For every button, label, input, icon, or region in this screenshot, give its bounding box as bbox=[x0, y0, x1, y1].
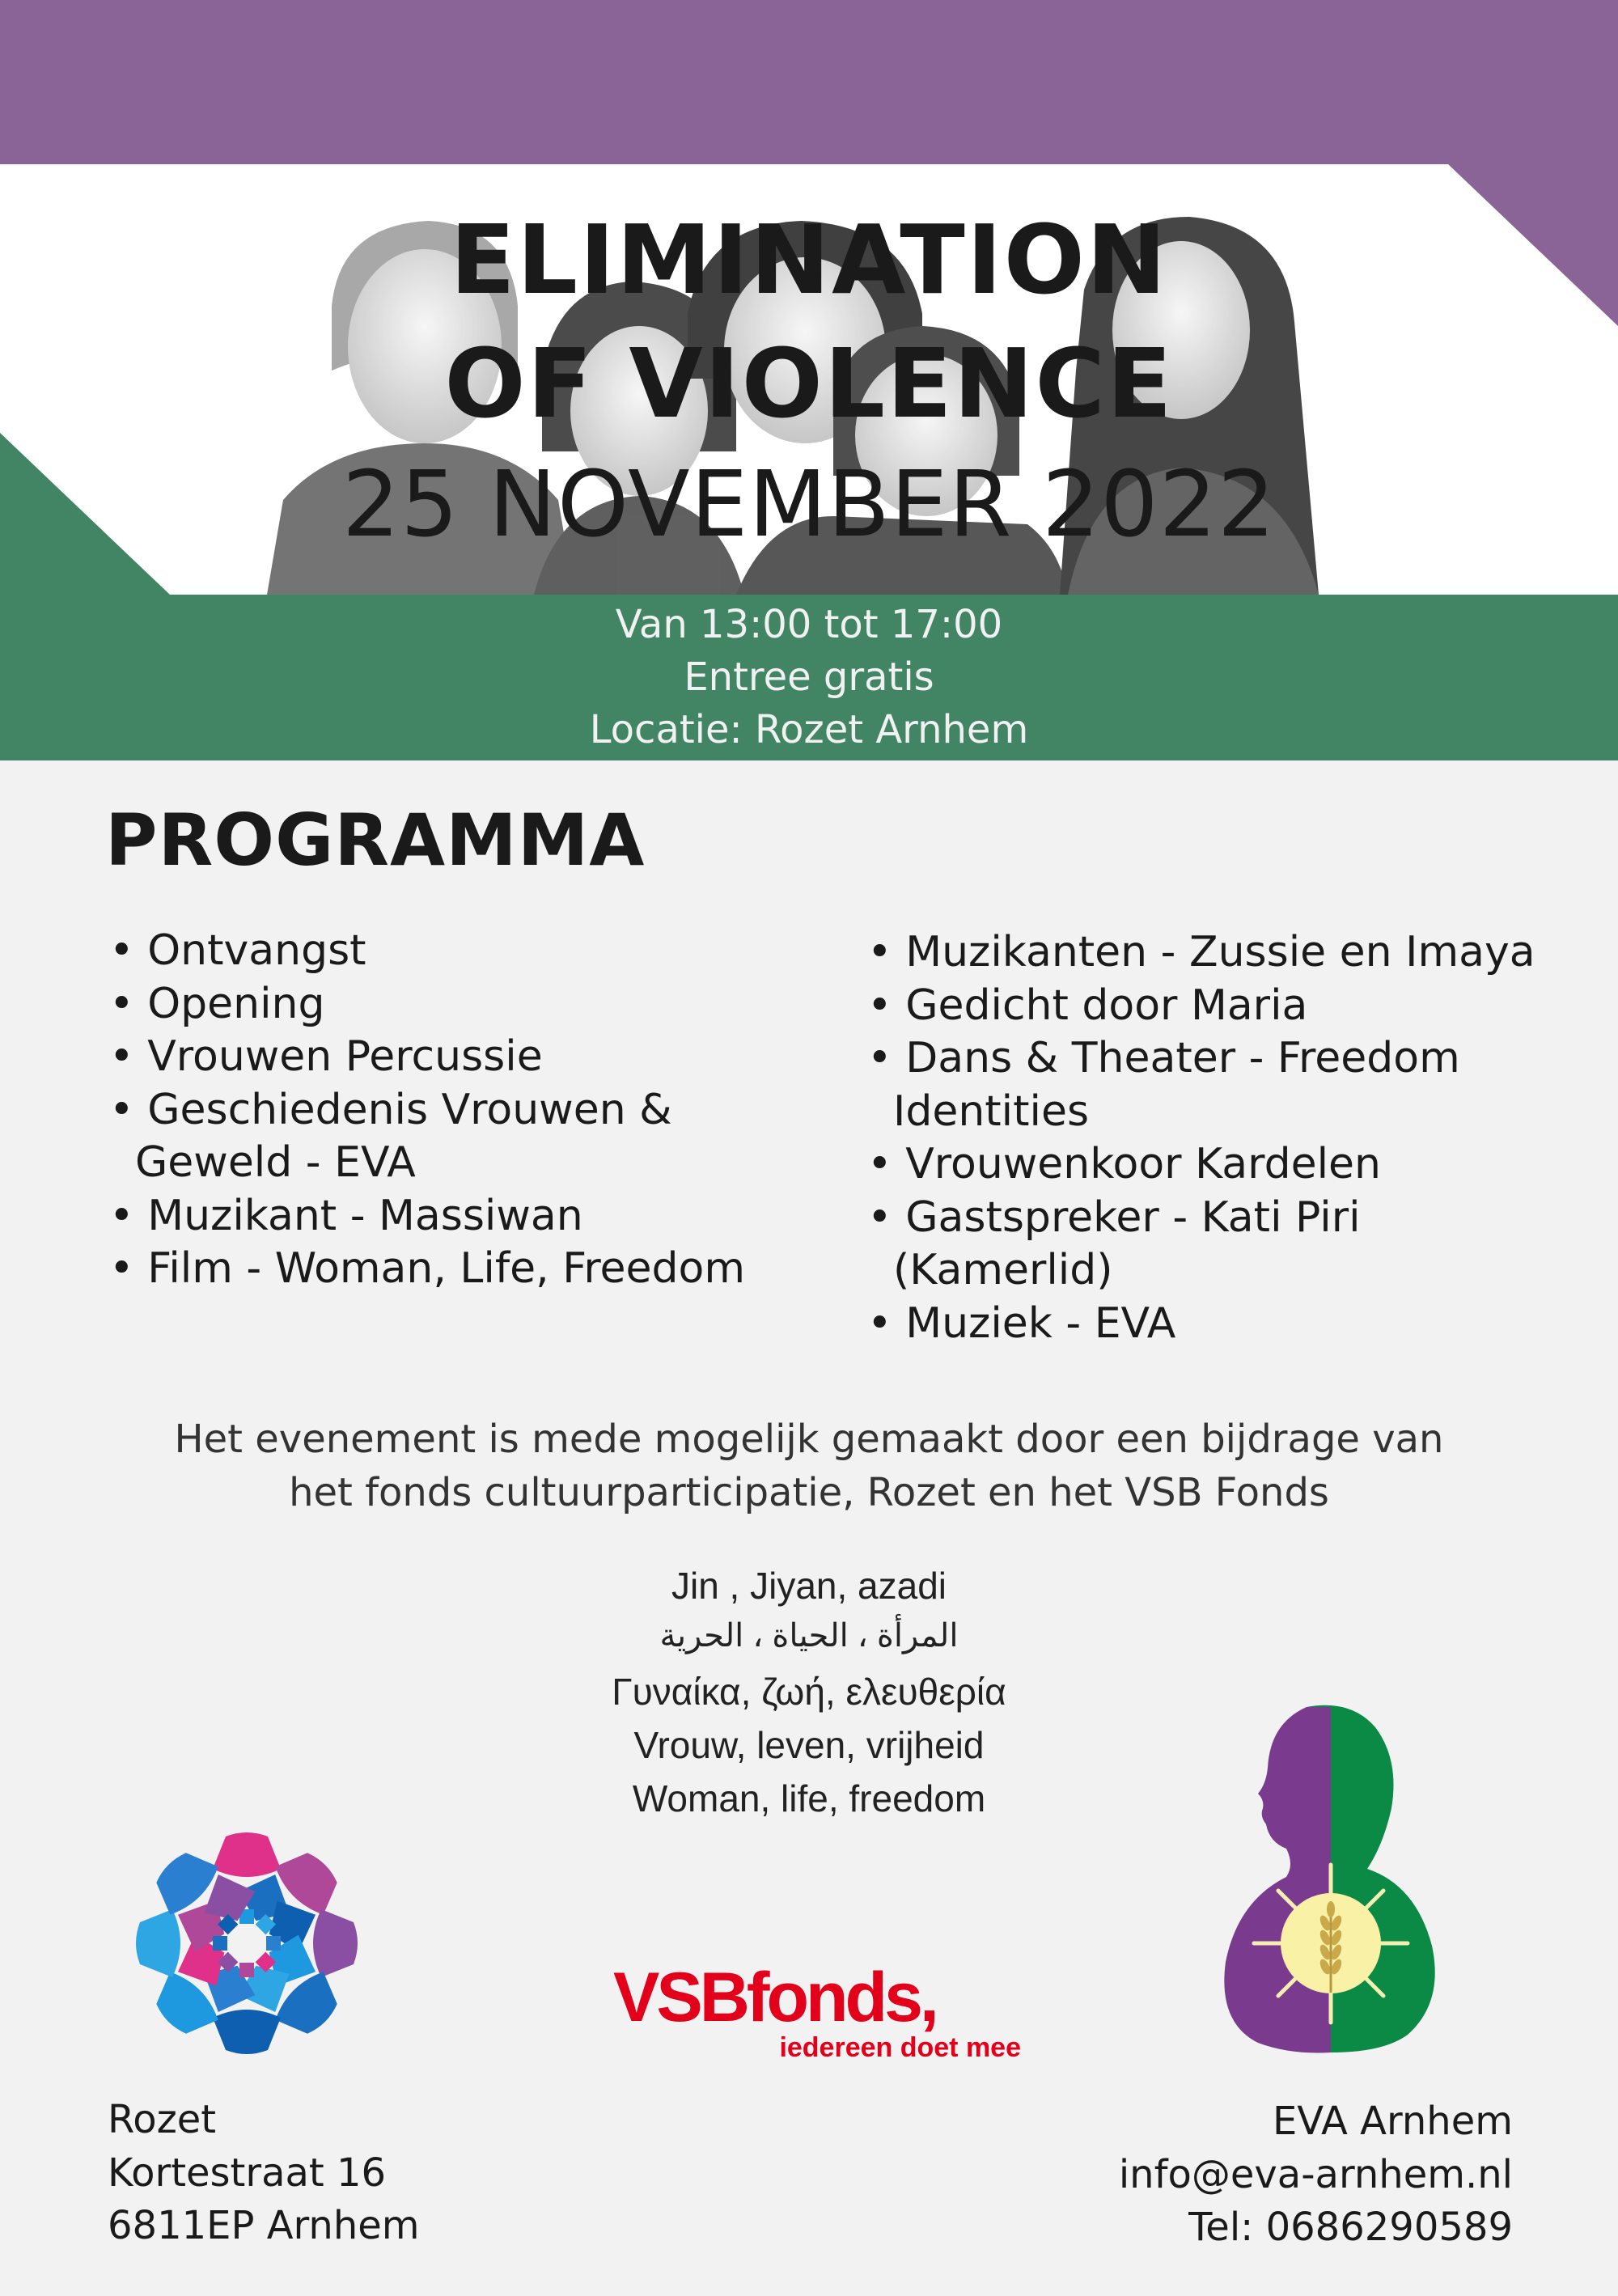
program-item: • Muzikant - Massiwan bbox=[109, 1191, 583, 1240]
rozet-street: Kortestraat 16 bbox=[108, 2150, 387, 2196]
eva-purple-profile bbox=[1224, 1707, 1331, 2053]
slogan-greek: Γυναίκα, ζωή, ελευθερία bbox=[612, 1671, 1006, 1713]
rozet-city: 6811EP Arnhem bbox=[108, 2203, 420, 2248]
program-item: • Opening bbox=[109, 979, 325, 1028]
program-item: • Ontvangst bbox=[109, 926, 366, 975]
rozet-inner-square bbox=[239, 1963, 254, 1977]
slogan-kurdish: Jin , Jiyan, azadi bbox=[671, 1565, 947, 1607]
title-line-2: OF VIOLENCE bbox=[444, 328, 1174, 439]
rozet-outer-petal bbox=[313, 1909, 358, 1977]
eva-contact bbox=[1119, 2095, 1513, 2255]
eva-name: EVA Arnhem bbox=[1272, 2099, 1513, 2144]
program-item: • Gastspreker - Kati Piri (Kamerlid) bbox=[867, 1192, 1361, 1294]
programma-list-right bbox=[867, 926, 1595, 1350]
rozet-outer-petal bbox=[136, 1909, 180, 1977]
event-location: Locatie: Rozet Arnhem bbox=[589, 707, 1029, 752]
slogan-dutch: Vrouw, leven, vrijheid bbox=[633, 1724, 985, 1766]
programma-list-left bbox=[109, 925, 837, 1296]
vsb-fonds-wordmark: VSBfonds, bbox=[613, 1959, 936, 2036]
slogan-english: Woman, life, freedom bbox=[632, 1777, 986, 1819]
top-purple-band bbox=[0, 0, 1618, 164]
rozet-outer-petal bbox=[213, 1832, 281, 1877]
rozet-inner-square bbox=[213, 1936, 227, 1951]
event-time: Van 13:00 tot 17:00 bbox=[615, 602, 1003, 647]
event-date: 25 NOVEMBER 2022 bbox=[341, 452, 1277, 557]
program-item: • Vrouwen Percussie bbox=[109, 1032, 543, 1081]
program-item: • Muziek - EVA bbox=[867, 1298, 1176, 1348]
program-item: • Dans & Theater - Freedom Identities bbox=[867, 1034, 1460, 1136]
program-item: • Film - Woman, Life, Freedom bbox=[109, 1244, 746, 1293]
rozet-star-logo-icon bbox=[133, 1830, 360, 2057]
sponsor-statement bbox=[0, 1413, 1618, 1519]
vsb-fonds-logo bbox=[607, 1958, 1027, 2063]
rozet-name: Rozet bbox=[108, 2097, 217, 2142]
rozet-address bbox=[108, 2094, 420, 2253]
rozet-outer-petal bbox=[213, 2010, 281, 2054]
eva-phone[interactable]: Tel: 0686290589 bbox=[1188, 2205, 1513, 2250]
rozet-inner-square bbox=[266, 1936, 281, 1951]
sponsor-line-2: het fonds cultuurparticipatie, Rozet en het VSB Fonds bbox=[289, 1470, 1329, 1515]
slogan-arabic: المرأة ، الحياة ، الحرية bbox=[659, 1618, 959, 1654]
program-item: • Geschiedenis Vrouwen & Geweld - EVA bbox=[109, 1085, 672, 1187]
title-line-1: ELIMINATION bbox=[450, 204, 1168, 316]
program-item: • Muzikanten - Zussie en Imaya bbox=[867, 928, 1535, 976]
programma-heading: PROGRAMMA bbox=[105, 799, 646, 882]
eva-woman-silhouette-logo-icon bbox=[1209, 1703, 1440, 2055]
event-entry: Entree gratis bbox=[684, 654, 934, 700]
program-item: • Vrouwenkoor Kardelen bbox=[867, 1140, 1381, 1188]
sponsor-line-1: Het evenement is mede mogelijk gemaakt door een bijdrage van bbox=[174, 1417, 1444, 1462]
eva-email[interactable]: info@eva-arnhem.nl bbox=[1118, 2151, 1513, 2197]
vsb-fonds-tagline: iedereen doet mee bbox=[779, 2032, 1021, 2063]
program-item: • Gedicht door Maria bbox=[867, 981, 1308, 1030]
